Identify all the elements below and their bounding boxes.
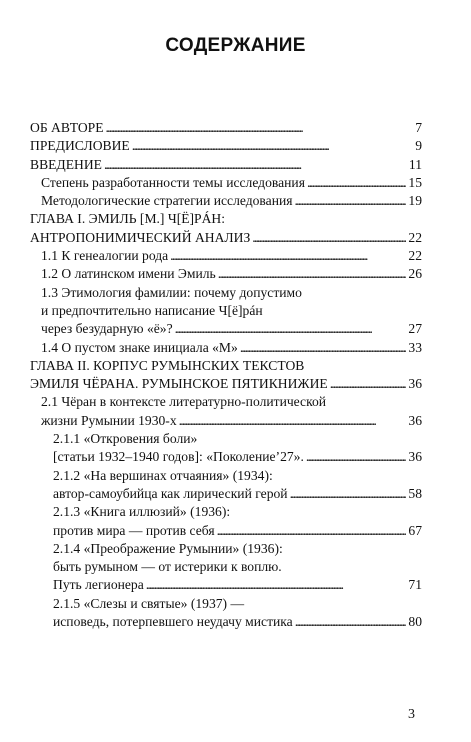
toc-page-number: 58 bbox=[408, 485, 422, 501]
toc-page-number: 33 bbox=[408, 339, 422, 355]
toc-entry[interactable] bbox=[30, 137, 422, 155]
toc-entry-line: автор-самоубийца как лирический герой bbox=[53, 485, 288, 501]
toc-page-number: 19 bbox=[408, 193, 422, 209]
toc-page-number: 22 bbox=[408, 229, 422, 245]
toc-entry-line: исповедь, потерпевшего неудачу мистика bbox=[53, 614, 293, 630]
toc-entry[interactable] bbox=[30, 357, 422, 394]
table-of-contents bbox=[30, 119, 422, 631]
toc-entry-line: Путь легионера bbox=[53, 577, 144, 593]
toc-entry[interactable] bbox=[30, 393, 422, 430]
toc-entry-line: ГЛАВА II. КОРПУС РУМЫНСКИХ ТЕКСТОВ bbox=[30, 357, 305, 373]
toc-entry-line: ПРЕДИСЛОВИЕ bbox=[30, 138, 130, 154]
toc-entry-line: 1.3 Этимология фамилии: почему допустимо bbox=[41, 284, 302, 300]
dot-leader bbox=[218, 265, 406, 283]
dot-leader bbox=[104, 156, 406, 174]
toc-entry[interactable] bbox=[30, 174, 422, 192]
dot-leader bbox=[106, 119, 406, 137]
toc-entry-line: ГЛАВА I. ЭМИЛЬ [М.] Ч[Ё]РÁН: bbox=[30, 211, 226, 227]
toc-entry-line: АНТРОПОНИМИЧЕСКИЙ АНАЛИЗ bbox=[30, 229, 251, 245]
toc-entry[interactable] bbox=[30, 503, 422, 540]
toc-page-number: 15 bbox=[408, 174, 422, 190]
dot-leader bbox=[170, 247, 406, 265]
toc-entry-line: 2.1.1 «Откровения боли» bbox=[53, 431, 198, 447]
toc-page-number: 71 bbox=[408, 577, 422, 593]
toc-entry[interactable] bbox=[30, 156, 422, 174]
toc-entry-line: ВВЕДЕНИЕ bbox=[30, 156, 102, 172]
toc-entry-line: через безударную «ё»? bbox=[41, 321, 173, 337]
toc-entry-line: 1.1 К генеалогии рода bbox=[41, 248, 169, 264]
dot-leader bbox=[330, 375, 406, 393]
toc-entry[interactable] bbox=[30, 595, 422, 632]
toc-entry[interactable] bbox=[30, 540, 422, 595]
toc-entry[interactable] bbox=[30, 265, 422, 283]
toc-page-number: 26 bbox=[408, 266, 422, 282]
toc-entry-line: 2.1.3 «Книга иллюзий» (1936): bbox=[53, 504, 231, 520]
toc-entry-line: 2.1.5 «Слезы и святые» (1937) — bbox=[53, 595, 245, 611]
toc-entry[interactable] bbox=[30, 119, 422, 137]
dot-leader bbox=[295, 613, 406, 631]
toc-entry-line: Методологические стратегии исследования bbox=[41, 193, 293, 209]
toc-page-number: 27 bbox=[408, 321, 422, 337]
dot-leader bbox=[306, 448, 406, 466]
toc-page-number: 7 bbox=[415, 120, 422, 135]
toc-page-number: 67 bbox=[408, 522, 422, 538]
dot-leader bbox=[307, 174, 406, 192]
toc-page-number: 11 bbox=[408, 156, 422, 172]
toc-entry-line: 2.1 Чёран в контексте литературно-политической bbox=[41, 394, 327, 410]
toc-entry-line: и предпочтительно написание Ч[ё]рáн bbox=[41, 302, 263, 318]
toc-entry-line: 1.2 О латинском имени Эмиль bbox=[41, 266, 216, 282]
dot-leader bbox=[295, 192, 406, 210]
toc-page-number: 36 bbox=[408, 449, 422, 465]
toc-entry[interactable] bbox=[30, 467, 422, 504]
toc-entry-line: 2.1.4 «Преображение Румынии» (1936): bbox=[53, 540, 283, 556]
dot-leader bbox=[217, 522, 406, 540]
toc-page-number: 36 bbox=[408, 412, 422, 428]
toc-entry-line: быть румыном — от истерики к воплю. bbox=[53, 559, 282, 575]
toc-entry-line: ОБ АВТОРЕ bbox=[30, 120, 104, 135]
dot-leader bbox=[132, 137, 406, 155]
toc-entry[interactable] bbox=[30, 430, 422, 467]
toc-entry-line: Степень разработанности темы исследования bbox=[41, 174, 305, 190]
toc-entry[interactable] bbox=[30, 339, 422, 357]
toc-entry-line: ЭМИЛЯ ЧЁРАНА. РУМЫНСКОЕ ПЯТИКНИЖИЕ bbox=[30, 376, 328, 392]
page-title: СОДЕРЖАНИЕ bbox=[165, 35, 306, 56]
dot-leader bbox=[179, 412, 406, 430]
toc-entry-line: [статьи 1932–1940 годов]: «Поколение’27». bbox=[53, 449, 304, 465]
dot-leader bbox=[175, 320, 406, 338]
toc-entry[interactable] bbox=[30, 192, 422, 210]
dot-leader bbox=[146, 576, 406, 594]
toc-entry-line: 1.4 О пустом знаке инициала «М» bbox=[41, 339, 238, 355]
toc-entry[interactable] bbox=[30, 210, 422, 247]
page-number: 3 bbox=[408, 707, 415, 722]
toc-entry-line: жизни Румынии 1930-х bbox=[41, 412, 177, 428]
toc-page-number: 36 bbox=[408, 376, 422, 392]
toc-entry-line: против мира — против себя bbox=[53, 522, 215, 538]
dot-leader bbox=[252, 229, 406, 247]
toc-page-number: 80 bbox=[408, 614, 422, 630]
dot-leader bbox=[290, 485, 406, 503]
toc-entry[interactable] bbox=[30, 284, 422, 339]
dot-leader bbox=[240, 339, 406, 357]
toc-page-number: 22 bbox=[408, 248, 422, 264]
toc-entry[interactable] bbox=[30, 247, 422, 265]
toc-page-number: 9 bbox=[415, 138, 422, 154]
toc-entry-line: 2.1.2 «На вершинах отчаяния» (1934): bbox=[53, 467, 273, 483]
